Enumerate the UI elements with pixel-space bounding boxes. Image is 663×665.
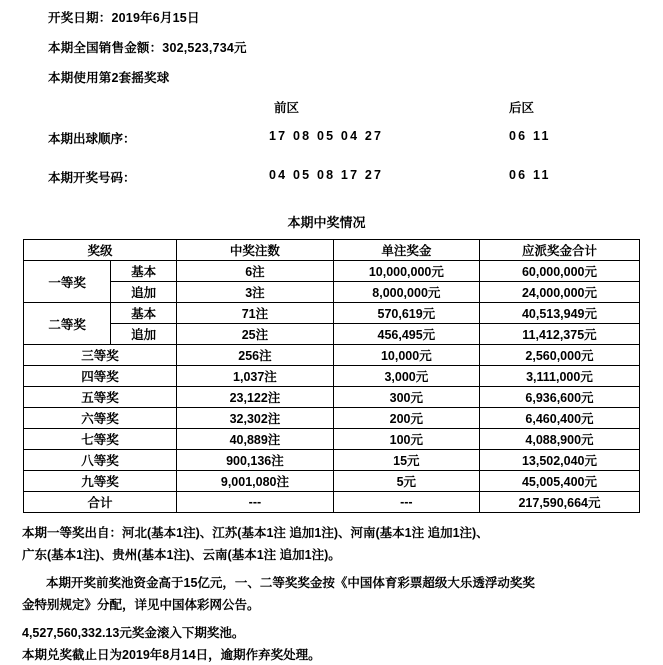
prize-total: 45,005,400元	[479, 471, 639, 492]
ball-order-label: 本期出球顺序：	[48, 132, 136, 146]
prize-unit: 456,495元	[333, 324, 479, 345]
prize-level: 九等奖	[24, 471, 177, 492]
table-row	[24, 324, 640, 345]
prize-total: 13,502,040元	[479, 450, 639, 471]
prize-total: 217,590,664元	[479, 492, 639, 513]
prize-count: ---	[177, 492, 334, 513]
prize-unit: 100元	[333, 429, 479, 450]
prize-count: 6注	[177, 261, 334, 282]
prize-total: 4,088,900元	[479, 429, 639, 450]
prize-sub: 基本	[111, 261, 177, 282]
prize-count: 9,001,080注	[177, 471, 334, 492]
prize-unit: 10,000,000元	[333, 261, 479, 282]
prize-level: 二等奖	[24, 303, 111, 345]
claim-deadline-note: 本期兑奖截止日为2019年8月14日，逾期作弃奖处理。	[22, 648, 321, 662]
prize-count: 40,889注	[177, 429, 334, 450]
prize-count: 256注	[177, 345, 334, 366]
notes-section	[22, 523, 641, 665]
prize-unit: 3,000元	[333, 366, 479, 387]
prize-unit: 570,619元	[333, 303, 479, 324]
ball-order-back-numbers: 06 11	[509, 129, 551, 143]
ball-order-front-numbers: 17 08 05 04 27	[269, 129, 384, 143]
table-row	[24, 366, 640, 387]
winning-numbers-front: 04 05 08 17 27	[269, 168, 384, 182]
prize-sub: 追加	[111, 324, 177, 345]
table-row	[24, 261, 640, 282]
back-zone-label: 后区	[509, 101, 535, 115]
prize-count: 1,037注	[177, 366, 334, 387]
header-total: 应派奖金合计	[479, 240, 639, 261]
prize-total: 6,936,600元	[479, 387, 639, 408]
prize-total: 60,000,000元	[479, 261, 639, 282]
winning-numbers-label: 本期开奖号码：	[48, 171, 136, 185]
header-level: 奖级	[24, 240, 177, 261]
table-row	[24, 282, 640, 303]
table-row	[24, 429, 640, 450]
first-prize-origin-note	[22, 523, 641, 565]
table-row	[24, 303, 640, 324]
prize-unit: 10,000元	[333, 345, 479, 366]
pool-rule-note	[22, 573, 641, 615]
machine-set-line: 本期使用第2套摇奖球	[48, 71, 170, 85]
winning-numbers-row	[22, 168, 641, 198]
prize-count: 3注	[177, 282, 334, 303]
prize-level: 三等奖	[24, 345, 177, 366]
prize-total: 6,460,400元	[479, 408, 639, 429]
winning-numbers-back: 06 11	[509, 168, 551, 182]
prize-count: 23,122注	[177, 387, 334, 408]
rollover-note: 4,527,560,332.13元奖金滚入下期奖池。	[22, 626, 245, 640]
table-row	[24, 387, 640, 408]
prize-sub: 基本	[111, 303, 177, 324]
pool-rule-line2: 金特别规定》分配，详见中国体彩网公告。	[22, 598, 260, 612]
table-header-row	[24, 240, 640, 261]
prize-unit: 8,000,000元	[333, 282, 479, 303]
header-count: 中奖注数	[177, 240, 334, 261]
table-row	[24, 450, 640, 471]
pool-rule-line1: 本期开奖前奖池资金高于15亿元，一、二等奖奖金按《中国体育彩票超级大乐透浮动奖奖	[46, 576, 535, 590]
prize-table	[23, 239, 640, 513]
front-zone-label: 前区	[274, 101, 300, 115]
prize-total: 24,000,000元	[479, 282, 639, 303]
prize-unit: 300元	[333, 387, 479, 408]
prize-level: 五等奖	[24, 387, 177, 408]
prize-count: 32,302注	[177, 408, 334, 429]
prize-count: 71注	[177, 303, 334, 324]
prize-level: 四等奖	[24, 366, 177, 387]
draw-date-line: 开奖日期：2019年6月15日	[48, 11, 200, 25]
zone-header-row	[22, 98, 641, 120]
prize-total: 3,111,000元	[479, 366, 639, 387]
prize-count: 25注	[177, 324, 334, 345]
prize-level: 七等奖	[24, 429, 177, 450]
prize-total: 11,412,375元	[479, 324, 639, 345]
prize-unit: ---	[333, 492, 479, 513]
prize-total: 40,513,949元	[479, 303, 639, 324]
table-row	[24, 408, 640, 429]
table-row	[24, 471, 640, 492]
prize-table-title: 本期中奖情况	[287, 215, 366, 230]
header-unit: 单注奖金	[333, 240, 479, 261]
prize-unit: 15元	[333, 450, 479, 471]
prize-count: 900,136注	[177, 450, 334, 471]
ball-order-row	[22, 129, 641, 159]
prize-unit: 5元	[333, 471, 479, 492]
first-prize-origin-line2: 广东(基本1注)、贵州(基本1注)、云南(基本1注 追加1注)。	[22, 548, 341, 562]
table-row-total	[24, 492, 640, 513]
prize-level: 六等奖	[24, 408, 177, 429]
prize-unit: 200元	[333, 408, 479, 429]
sales-amount-line: 本期全国销售金额：302,523,734元	[48, 41, 247, 55]
prize-level: 一等奖	[24, 261, 111, 303]
prize-sub: 追加	[111, 282, 177, 303]
prize-level: 合计	[24, 492, 177, 513]
prize-total: 2,560,000元	[479, 345, 639, 366]
table-row	[24, 345, 640, 366]
first-prize-origin-line1: 本期一等奖出自：河北(基本1注)、江苏(基本1注 追加1注)、河南(基本1注 追加1注)、	[22, 526, 489, 540]
prize-level: 八等奖	[24, 450, 177, 471]
